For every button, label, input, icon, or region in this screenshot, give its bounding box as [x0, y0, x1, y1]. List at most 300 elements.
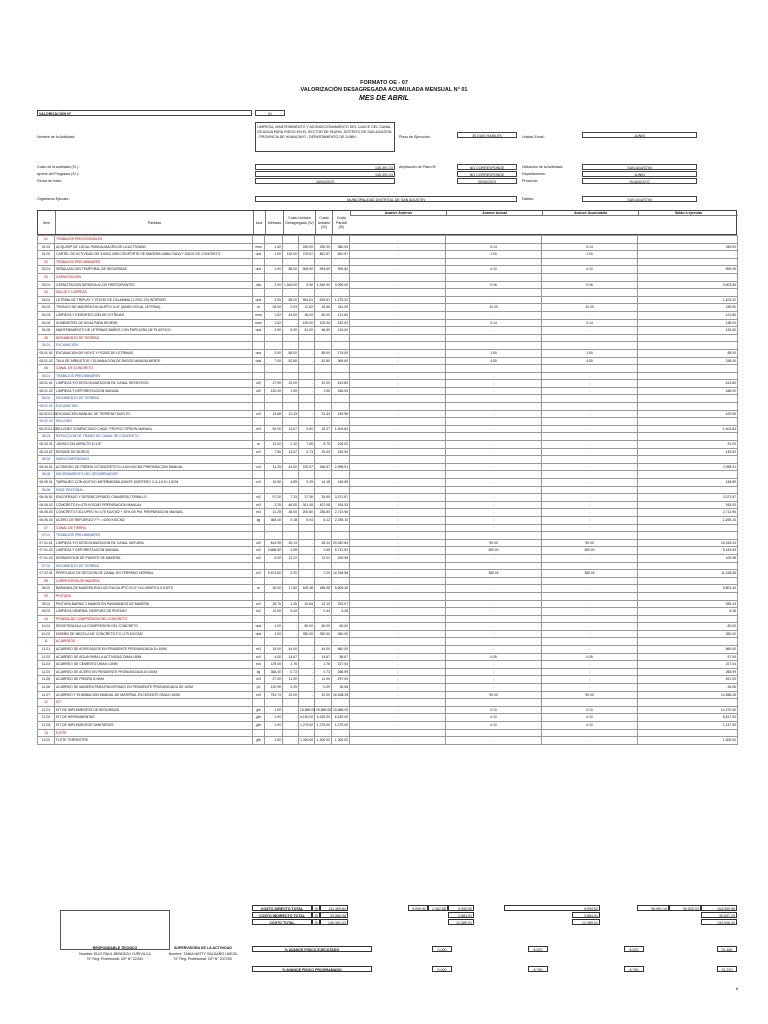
table-row [38, 737, 738, 745]
table-row [38, 410, 738, 418]
cell-prev: - [350, 296, 446, 304]
tot-acum: 12,389.91 [572, 919, 600, 925]
table-row [38, 304, 738, 312]
cell-cp: 227.04 [332, 661, 350, 669]
cell-cp: 861.57 [332, 251, 350, 259]
cell-met [265, 433, 283, 441]
table-row [38, 623, 738, 631]
table-header [37, 210, 737, 235]
cell-cp [332, 342, 350, 350]
cell-mo: - [283, 623, 299, 631]
cell-und: m [253, 441, 265, 449]
cell-prev [350, 532, 446, 540]
cell-und: m3 [253, 501, 265, 509]
cell-acu [542, 486, 638, 494]
table-row [38, 479, 738, 487]
cell-desc: CARPINTERIA DE MADERA [55, 577, 253, 585]
executor-value: MUNICIPALIDAD DISTRITAL DE SAN AGUSTIN [255, 196, 517, 202]
cell-met [265, 532, 283, 540]
cell-met: 1.00 [265, 714, 283, 722]
cell-cp: 915.93 [332, 501, 350, 509]
cell-mo: 4.89 [283, 479, 299, 487]
cell-sal: 5,517.00 [638, 714, 738, 722]
cell-met: 97.20 [265, 494, 283, 502]
cell-ot [299, 372, 315, 380]
cell-und [253, 273, 265, 281]
cell-item: 06.04 [38, 456, 55, 464]
cell-mo: 12.22 [283, 554, 299, 562]
cell-act [446, 699, 542, 707]
cell-item: 04 [38, 289, 55, 297]
cell-act: - [446, 410, 542, 418]
cell-item: 07.02 [38, 562, 55, 570]
table-row [38, 365, 738, 373]
cell-mo: 132.00 [283, 251, 299, 259]
cell-prev: - [350, 623, 446, 631]
cell-cu: 639.61 [315, 296, 332, 304]
location-label: Ubicación de la Actividad: [522, 165, 563, 169]
cell-und [253, 258, 265, 266]
cell-acu: - [542, 509, 638, 517]
cell-mo [283, 486, 299, 494]
cell-sal: 350.00 [638, 630, 738, 638]
cell-prev [350, 418, 446, 426]
cell-sal [638, 615, 738, 623]
cell-desc: TALA DE ARBUSTOS Y ELIMINACION DE RASOS MANUALMENTE [55, 357, 253, 365]
table-row [38, 547, 738, 555]
cell-und [253, 532, 265, 540]
cell-desc: KIT DE IMPLEMENTOS DE SEGURIDAD [55, 706, 253, 714]
cell-item: 06.06.01 [38, 494, 55, 502]
cell-mo: 0.44 [283, 608, 299, 616]
cell-acu: - [542, 448, 638, 456]
cell-desc: ENCOFRADO Y DESENCOFRADO C/MADERA TORNILLO [55, 494, 253, 502]
table-row [38, 729, 738, 737]
cell-acu: - [542, 737, 638, 745]
cell-sal: 3,371.87 [638, 494, 738, 502]
cell-act [446, 403, 542, 411]
cell-item: 06.03.02 [38, 448, 55, 456]
cell-und: bol [253, 661, 265, 669]
cell-und: m2 [253, 494, 265, 502]
cell-prev: - [350, 501, 446, 509]
cell-prev: - [350, 425, 446, 433]
cell-item: 10.02 [38, 630, 55, 638]
cell-met [265, 365, 283, 373]
cell-cu: 250.00 [315, 243, 332, 251]
cell-ot [299, 562, 315, 570]
cell-cp: 323.07 [332, 600, 350, 608]
cell-item: 06.02 [38, 395, 55, 403]
cell-prev [350, 471, 446, 479]
cell-item: 05.01.02 [38, 357, 55, 365]
cell-item: 06.05 [38, 471, 55, 479]
cell-und: glb [253, 706, 265, 714]
cell-desc: PRUEBA DE COMPRESION DEL CONCRETO [55, 615, 253, 623]
cell-cp: 369.60 [332, 357, 350, 365]
supervisor-name: Nombre: TANIA NATTY SALDAÑO HUEZA [168, 952, 238, 956]
cell-cp: 380.00 [332, 243, 350, 251]
table-row [38, 319, 738, 327]
cell-sal: 88.00 [638, 349, 738, 357]
cell-act: 0.10 [446, 266, 542, 274]
cell-sal: 80.00 [638, 623, 738, 631]
cell-und: m2 [253, 380, 265, 388]
cell-item: 12.02 [38, 714, 55, 722]
cell-sal: 148.89 [638, 479, 738, 487]
cell-prev: - [350, 509, 446, 517]
cell-und: mes [253, 319, 265, 327]
cell-prev [350, 486, 446, 494]
cell-ot: 27.36 [299, 494, 315, 502]
cell-acu: - [542, 554, 638, 562]
cell-cp: 105.00 [332, 441, 350, 449]
cell-sal [638, 592, 738, 600]
cell-acu [542, 471, 638, 479]
cell-cu: 186.98 [315, 585, 332, 593]
cell-desc: LETRINA DE TRIPLAY Y TECHO DE CALAMINA (1.20X1.20) INTERIOR [55, 296, 253, 304]
cell-item: 01 [38, 236, 55, 244]
cell-cp: 1,279.22 [332, 296, 350, 304]
cell-cp [332, 471, 350, 479]
cell-cp [332, 289, 350, 297]
cell-mo: 0.18 [283, 516, 299, 524]
cell-met: 120.00 [265, 387, 283, 395]
cell-desc: PERFILADO DE SECCION DE CANAL EN TERRENO NORMAL [55, 570, 253, 578]
cell-mo: - [283, 243, 299, 251]
dept-label: Departamento: [522, 172, 546, 176]
cell-cp: 1,275.00 [332, 722, 350, 730]
cell-mo [283, 577, 299, 585]
table-row [38, 554, 738, 562]
cell-cu: 8.75 [315, 441, 332, 449]
cell-desc: ACARREO DE MADERA PARA ENCOFRADO EN PENDIENTE PRONUNCIADA DE 100M [55, 684, 253, 692]
cell-cu [315, 562, 332, 570]
cell-desc: ACARREO DE ACERO EN PENDIENTE PRONUNCIADA D=100M [55, 668, 253, 676]
cell-und [253, 334, 265, 342]
table-row [38, 714, 738, 722]
cell-cu: 12.22 [315, 554, 332, 562]
cell-mo: 0.73 [283, 668, 299, 676]
cell-cu: 2.20 [315, 570, 332, 578]
cell-met: 2.00 [265, 327, 283, 335]
actual-ot: 9,059.92 [448, 905, 474, 911]
cell-prev [350, 577, 446, 585]
cell-act: - [446, 501, 542, 509]
cell-sal: 227.04 [638, 661, 738, 669]
cell-met: 120.90 [265, 684, 283, 692]
cell-prev: - [350, 539, 446, 547]
cell-ot [299, 236, 315, 244]
cell-desc: EXCAVACION DE HOYO Y POZAS DE LETRINAS [55, 349, 253, 357]
cell-acu: 90.00 [542, 691, 638, 699]
cell-prev: - [350, 722, 446, 730]
cell-act: - [446, 661, 542, 669]
cell-sal: 895.05 [638, 266, 738, 274]
cell-met [265, 577, 283, 585]
cell-cp: 109.98 [332, 554, 350, 562]
cell-item: 06.02.02 [38, 418, 55, 426]
cell-cu: 15.55 [315, 304, 332, 312]
actual-direct: 9,059.92 [408, 905, 428, 911]
cell-act: - [446, 600, 542, 608]
cell-met: 5,574.80 [265, 570, 283, 578]
cell-met: 1.00 [265, 722, 283, 730]
cell-prev: - [350, 646, 446, 654]
cell-und [253, 699, 265, 707]
col-saldo: Saldo a ejecutar [638, 211, 738, 216]
cell-acu: - [542, 501, 638, 509]
cell-cu [315, 592, 332, 600]
cell-ot [299, 577, 315, 585]
cell-sal: 11,428.56 [638, 570, 738, 578]
cell-und [253, 577, 265, 585]
cell-act: - [446, 463, 542, 471]
cell-met [265, 334, 283, 342]
cell-cu [315, 418, 332, 426]
cell-mo [283, 592, 299, 600]
cell-met: 9.00 [265, 554, 283, 562]
cell-ot: 9.50 [299, 281, 315, 289]
cell-acu: - [542, 441, 638, 449]
cell-cp: 176.00 [332, 349, 350, 357]
cell-ot: 729.57 [299, 251, 315, 259]
cell-cu [315, 532, 332, 540]
cell-sal [638, 372, 738, 380]
cell-ot: 10.84 [299, 600, 315, 608]
cell-acu [542, 729, 638, 737]
cell-und: m [253, 585, 265, 593]
cell-item: 06.06.02 [38, 501, 55, 509]
cell-item: 08 [38, 577, 55, 585]
cell-ot: 222.57 [299, 463, 315, 471]
table-row [38, 532, 738, 540]
cell-mo: 88.00 [283, 349, 299, 357]
cell-ot [299, 342, 315, 350]
cell-mo: - [283, 706, 299, 714]
cell-ot [299, 592, 315, 600]
cell-act: - [446, 327, 542, 335]
cell-prev: - [350, 304, 446, 312]
cell-sal [638, 699, 738, 707]
cell-cu: 0.29 [315, 684, 332, 692]
cell-act [446, 524, 542, 532]
cell-ot [299, 729, 315, 737]
technical-reg: N° Reg. Profesional: CIP N° 22434 [87, 957, 143, 961]
cell-desc: ACQUISIP DE LOCAL PARA ALMACÉN DE LA ACTIVIDAD [55, 243, 253, 251]
cell-ot: 341.08 [299, 501, 315, 509]
table-row [38, 668, 738, 676]
cell-item: 12.01 [38, 706, 55, 714]
signature-spacer [150, 910, 260, 950]
cell-ot: 4.73 [299, 448, 315, 456]
cell-item: 07.01.01 [38, 539, 55, 547]
cell-sal: 133.00 [638, 327, 738, 335]
cell-und [253, 418, 265, 426]
cell-mo: 2.20 [283, 570, 299, 578]
cell-act: - [446, 509, 542, 517]
cell-acu: 380.00 [542, 570, 638, 578]
cell-act [446, 395, 542, 403]
page-number: 8 [735, 986, 738, 991]
cell-ot: - [299, 646, 315, 654]
cell-act [446, 289, 542, 297]
cell-desc: DISEÑO DE MEZCLA DE CONCRETO F'C=175 KG/CM2 [55, 630, 253, 638]
col-avance-anterior: Avance Anterior [350, 211, 446, 216]
cell-desc: FLETE TERRESTRE [55, 737, 253, 745]
cell-mo: 22.00 [283, 691, 299, 699]
table-row [38, 311, 738, 319]
cell-prev: - [350, 668, 446, 676]
ext2-value: NO CORRESPONDE [457, 171, 517, 177]
cell-desc: CONCRETO CICLOPEO f'c=175 KG/CM2 + 30% DE PM. PREPARACION MANUAL [55, 509, 253, 517]
cell-item: 07.01.02 [38, 547, 55, 555]
cell-sal: 109.98 [638, 554, 738, 562]
cell-prev: - [350, 479, 446, 487]
cell-mo [283, 456, 299, 464]
cell-ot [299, 524, 315, 532]
table-row [38, 266, 738, 274]
cell-ot [299, 486, 315, 494]
cell-cu: 80.00 [315, 311, 332, 319]
cell-mo [283, 532, 299, 540]
zone-label: Unidad Zonal : [522, 135, 546, 139]
cell-und: m [253, 304, 265, 312]
executor-label: Organismo Ejecutor: [37, 197, 70, 201]
cell-prev: - [350, 319, 446, 327]
cell-sal: 289.43 [638, 600, 738, 608]
cell-ot: 12.62 [299, 304, 315, 312]
cell-mo: 36.00 [283, 509, 299, 517]
cell-cp: 429.96 [332, 410, 350, 418]
cell-met: 28.00 [265, 304, 283, 312]
financial-prev: 0.000 [432, 966, 452, 972]
cell-und: m3 [253, 691, 265, 699]
cell-cp: 15,856.00 [332, 706, 350, 714]
table-row [38, 281, 738, 289]
cell-desc: RELLENO COMPACTADO C/MAT. PROPIO C/PISON MANUAL [55, 425, 253, 433]
cell-act: - [446, 684, 542, 692]
table-row [38, 243, 738, 251]
cell-met [265, 273, 283, 281]
cell-ot: - [299, 684, 315, 692]
indirect-cost-curr: S/ [312, 912, 320, 918]
cell-cp: 121.60 [332, 311, 350, 319]
cell-met [265, 403, 283, 411]
program-label: Aporte del Programa (S/.): [37, 172, 79, 176]
cell-item: 04.05 [38, 327, 55, 335]
financial-acum: 8.790 [624, 966, 644, 972]
cell-sal: 915.93 [638, 501, 738, 509]
cell-sal: 121.60 [638, 311, 738, 319]
cell-sal [638, 638, 738, 646]
cell-item: 11.01 [38, 646, 55, 654]
cell-met [265, 236, 283, 244]
cell-und: kg [253, 516, 265, 524]
cell-acu: - [542, 630, 638, 638]
cell-item: 06.06.04 [38, 516, 55, 524]
cell-cp: 1,404.84 [332, 425, 350, 433]
cell-item: 11.05 [38, 676, 55, 684]
cell-act [446, 433, 542, 441]
cell-und: m2 [253, 600, 265, 608]
cell-cp: 12,264.56 [332, 570, 350, 578]
cell-item: 04.01 [38, 296, 55, 304]
cell-und: kg [253, 668, 265, 676]
table-row [38, 585, 738, 593]
cell-ot: 7.65 [299, 441, 315, 449]
cell-mo: 66.00 [283, 501, 299, 509]
cell-ot: 0.60 [299, 425, 315, 433]
cell-act: 0.10 [446, 714, 542, 722]
cell-sal: 457.00 [638, 676, 738, 684]
cell-prev: - [350, 714, 446, 722]
cell-sal [638, 456, 738, 464]
cell-met: 1.52 [265, 319, 283, 327]
table-row [38, 327, 738, 335]
cell-ot: - [299, 410, 315, 418]
cell-act [446, 592, 542, 600]
cell-met [265, 524, 283, 532]
cell-met: 2.00 [265, 296, 283, 304]
cell-act: - [446, 630, 542, 638]
cell-und: m3 [253, 410, 265, 418]
table-row [38, 486, 738, 494]
cell-act: - [446, 425, 542, 433]
cell-act: 0.14 [446, 319, 542, 327]
cell-item: 06.03.01 [38, 441, 55, 449]
table-row [38, 722, 738, 730]
term-label: Plazo de Ejecución: [399, 135, 431, 139]
cell-met: 814.95 [265, 539, 283, 547]
cell-prev [350, 456, 446, 464]
table-row [38, 684, 738, 692]
cell-cp: 16,538.28 [332, 691, 350, 699]
cell-acu: 0.10 [542, 706, 638, 714]
cell-mo: 5.50 [283, 327, 299, 335]
table-row [38, 372, 738, 380]
cell-cu: 407.08 [315, 501, 332, 509]
cell-cp: 297.00 [332, 676, 350, 684]
cell-met [265, 638, 283, 646]
cell-acu [542, 699, 638, 707]
cell-act: 0.10 [446, 722, 542, 730]
technical-title: RESPONSABLE TECNICO [92, 946, 138, 950]
cell-acu: - [542, 585, 638, 593]
cell-act [446, 638, 542, 646]
cell-sal [638, 532, 738, 540]
cell-item: 07.02.01 [38, 570, 55, 578]
cell-cu: 66.50 [315, 327, 332, 335]
cell-desc: CANAL DE TIERRA [55, 524, 253, 532]
cell-met: 1.00 [265, 266, 283, 274]
cell-und: mes [253, 243, 265, 251]
cell-und: m3 [253, 463, 265, 471]
prov-value: HUANCAYO [582, 178, 697, 184]
table-row [38, 592, 738, 600]
cell-cp [332, 433, 350, 441]
cell-cu: 6,150.00 [315, 714, 332, 722]
cell-sal: 1,103.22 [638, 296, 738, 304]
cell-ot [299, 334, 315, 342]
cell-desc: MANTENIMIENTO DE LETRINAS BAÑOS CON PAPELERA DE PLASTICO [55, 327, 253, 335]
cell-cp: 660.00 [332, 646, 350, 654]
cell-cp [332, 615, 350, 623]
cell-acu [542, 273, 638, 281]
cell-ot: 9.29 [299, 479, 315, 487]
cell-sal: 5,801.40 [638, 585, 738, 593]
cell-cu [315, 365, 332, 373]
